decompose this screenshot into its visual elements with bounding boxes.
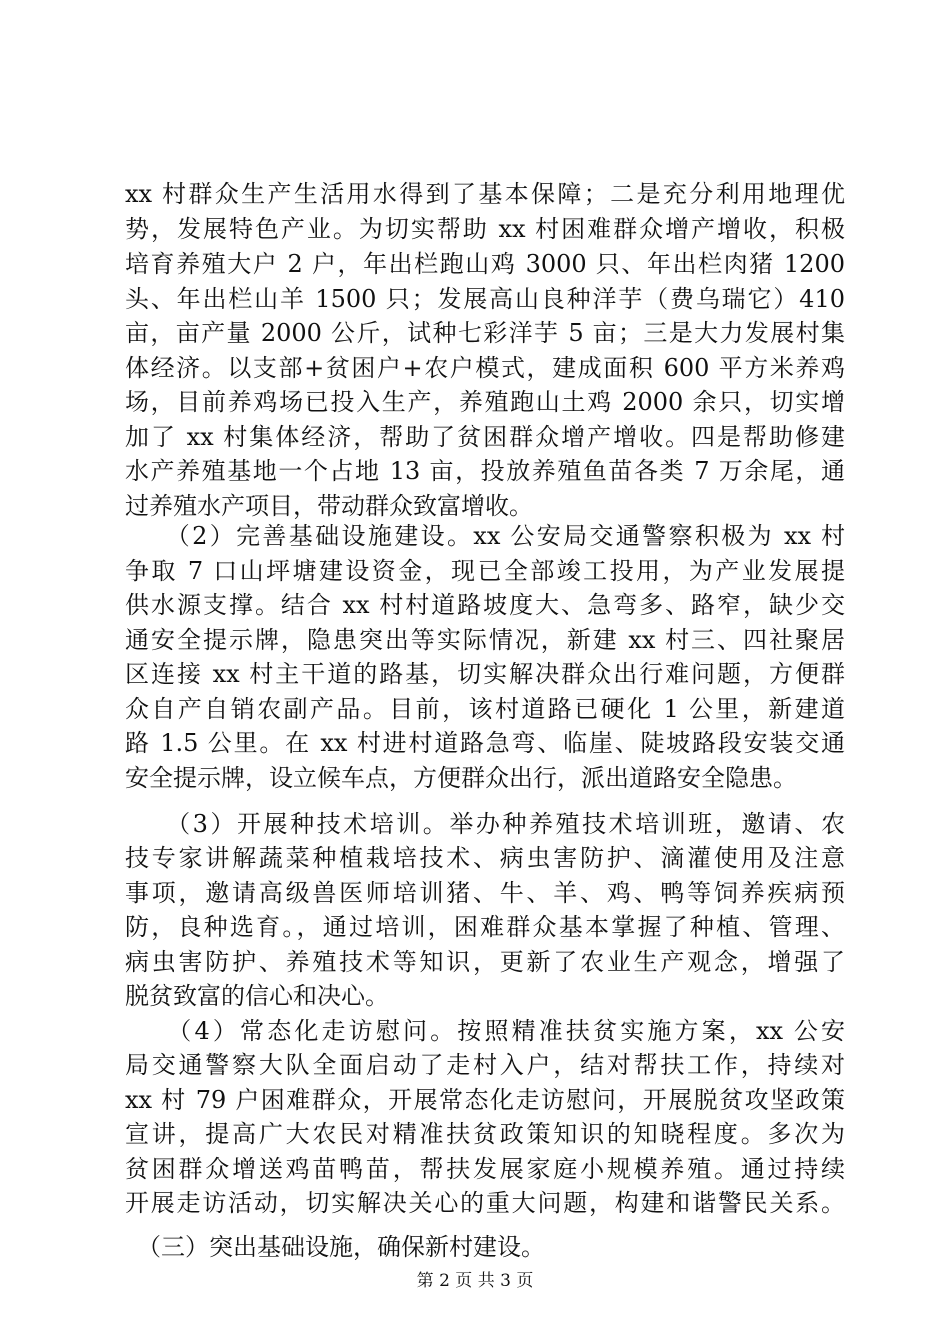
text-line: xx 村群众生产生活用水得到了基本保障；二是充分利用地理优: [125, 180, 845, 208]
text-line: 脱贫致富的信心和决心。: [125, 982, 389, 1010]
text-line: 局交通警察大队全面启动了走村入户，结对帮扶工作，持续对: [125, 1051, 845, 1079]
text-line: 培育养殖大户 2 户，年出栏跑山鸡 3000 只、年出栏肉猪 1200: [125, 250, 845, 278]
text-line: 势，发展特色产业。为切实帮助 xx 村困难群众增产增收，积极: [125, 215, 845, 243]
text-line: 事项，邀请高级兽医师培训猪、牛、羊、鸡、鸭等饲养疾病预: [125, 879, 845, 907]
text-line: 头、年出栏山羊 1500 只；发展高山良种洋芋（费乌瑞它）410: [125, 285, 845, 313]
text-line: xx 村 79 户困难群众，开展常态化走访慰问，开展脱贫攻坚政策: [125, 1086, 845, 1114]
text-line: 水产养殖基地一个占地 13 亩，投放养殖鱼苗各类 7 万余尾，通: [125, 457, 845, 485]
text-line: （4）常态化走访慰问。按照精准扶贫实施方案，xx 公安: [125, 1017, 845, 1045]
text-line: （3）开展种技术培训。举办种养殖技术培训班，邀请、农: [125, 810, 845, 838]
text-line: 加了 xx 村集体经济，帮助了贫困群众增产增收。四是帮助修建: [125, 423, 845, 451]
text-line: 宣讲，提高广大农民对精准扶贫政策知识的知晓程度。多次为: [125, 1120, 845, 1148]
section-heading: （三）突出基础设施，确保新村建设。: [125, 1233, 545, 1261]
text-line: 争取 7 口山坪塘建设资金，现已全部竣工投用，为产业发展提: [125, 557, 845, 585]
text-line: （2）完善基础设施建设。xx 公安局交通警察积极为 xx 村: [125, 522, 845, 550]
text-line: 区连接 xx 村主干道的路基，切实解决群众出行难问题，方便群: [125, 660, 845, 688]
text-line: 路 1.5 公里。在 xx 村进村道路急弯、临崖、陡坡路段安装交通: [125, 729, 845, 757]
text-line: 体经济。以支部+贫困户+农户模式，建成面积 600 平方米养鸡: [125, 354, 845, 382]
text-line: 开展走访活动，切实解决关心的重大问题，构建和谐警民关系。: [125, 1189, 845, 1217]
text-line: 病虫害防护、养殖技术等知识，更新了农业生产观念，增强了: [125, 948, 845, 976]
text-line: 过养殖水产项目，带动群众致富增收。: [125, 492, 533, 520]
text-line: 技专家讲解蔬菜种植栽培技术、病虫害防护、滴灌使用及注意: [125, 844, 845, 872]
text-line: 安全提示牌，设立候车点，方便群众出行，派出道路安全隐患。: [125, 764, 797, 792]
text-line: 众自产自销农副产品。目前，该村道路已硬化 1 公里，新建道: [125, 695, 845, 723]
text-line: 通安全提示牌，隐患突出等实际情况，新建 xx 村三、四社聚居: [125, 626, 845, 654]
page-footer: 第 2 页 共 3 页: [416, 1271, 534, 1291]
text-line: 防，良种选育。，通过培训，困难群众基本掌握了种植、管理、: [125, 913, 845, 941]
text-line: 贫困群众增送鸡苗鸭苗，帮扶发展家庭小规模养殖。通过持续: [125, 1155, 845, 1183]
text-line: 场，目前养鸡场已投入生产，养殖跑山土鸡 2000 余只，切实增: [125, 388, 845, 416]
text-line: 亩，亩产量 2000 公斤，试种七彩洋芋 5 亩；三是大力发展村集: [125, 319, 845, 347]
text-line: 供水源支撑。结合 xx 村村道路坡度大、急弯多、路窄，缺少交: [125, 591, 845, 619]
